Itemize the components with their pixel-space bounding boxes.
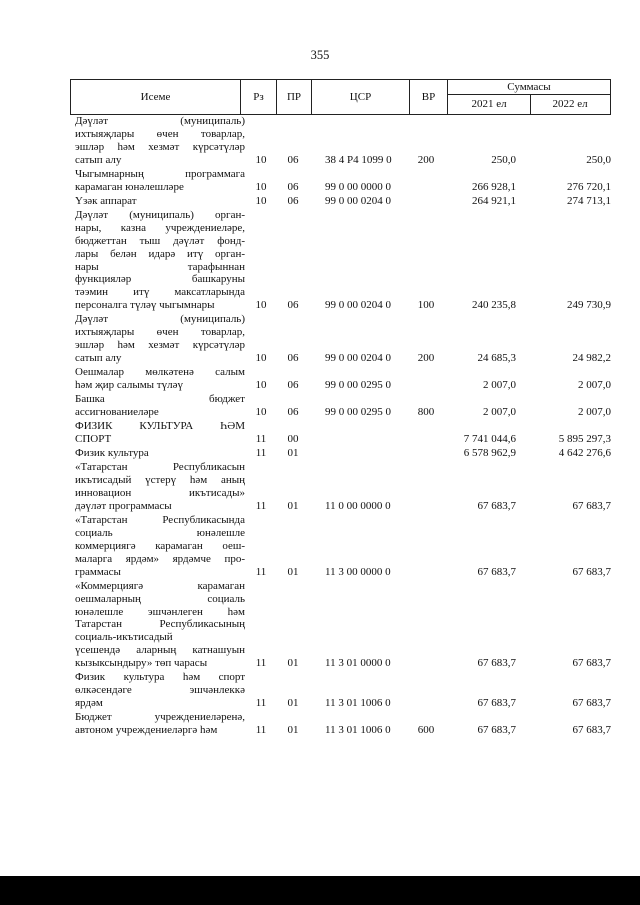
row-name-line: Чыгымнарның программага [75, 167, 245, 180]
row-csr: 99 0 00 0295 0 [325, 405, 391, 418]
page-number: 355 [310, 48, 330, 62]
row-name-line: функцияләр башкаруны [75, 273, 245, 286]
table-row [0, 461, 640, 513]
row-rz: 11 [255, 446, 267, 459]
row-name [75, 168, 245, 194]
row-vr: 800 [417, 405, 435, 418]
row-sum-2021: 67 683,7 [477, 565, 516, 578]
row-name-line: Татарстан Республикасының [75, 618, 245, 631]
table-row [0, 115, 640, 167]
row-csr: 99 0 00 0000 0 [325, 180, 391, 193]
row-name-line: маларга ярдәм» ярдәмче про- [75, 552, 245, 565]
row-vr: 600 [417, 723, 435, 736]
row-name-line: коммерциягә карамаган оеш- [75, 539, 245, 552]
row-name [75, 115, 245, 167]
row-rz: 11 [255, 696, 267, 709]
row-rz: 11 [255, 565, 267, 578]
header-sum: Суммасы [448, 80, 610, 95]
row-csr: 11 3 01 0000 0 [325, 656, 391, 669]
row-name-line: нары тарафыннан [75, 260, 245, 273]
row-vr: 200 [417, 351, 435, 364]
header-year-2021: 2021 ел [448, 95, 531, 114]
row-sum-2021: 67 683,7 [477, 499, 516, 512]
row-sum-2021: 67 683,7 [477, 723, 516, 736]
row-name-line: өлкәсендәге эшчәнлеккә [75, 684, 245, 697]
row-rz: 11 [255, 432, 267, 445]
row-name-line: ярдәм [75, 697, 103, 709]
row-csr: 99 0 00 0204 0 [325, 351, 391, 364]
row-csr: 11 3 01 1006 0 [325, 696, 391, 709]
row-name-line: социаль-икътисадый [75, 631, 173, 644]
row-name-line: «Татарстан Республикасын [75, 461, 245, 474]
row-sum-2022: 250,0 [586, 153, 611, 166]
row-name [75, 514, 245, 579]
table-row [0, 366, 640, 392]
row-name-line: «Коммерциягә карамаган [75, 579, 245, 592]
row-name [75, 209, 245, 312]
row-name-line: эшләр һәм хезмәт күрсәтүләр [75, 339, 245, 352]
row-rz: 10 [255, 351, 267, 364]
row-pr: 06 [287, 194, 299, 207]
row-name-line: персоналга түләү чыгымнары [75, 299, 215, 312]
table-row [0, 393, 640, 419]
row-name-line: Дәүләт (муниципаль) орган- [75, 208, 245, 221]
row-sum-2021: 67 683,7 [477, 696, 516, 709]
row-pr: 06 [287, 378, 299, 391]
table-header [70, 79, 611, 115]
row-pr: 06 [287, 180, 299, 193]
row-name-line: юнәлешле эшчәнлеген һәм [75, 605, 245, 618]
table-row [0, 671, 640, 710]
row-name-line: Үзәк аппарат [75, 194, 137, 207]
row-name-line: ихтыяҗлары өчен товарлар, [75, 326, 245, 339]
table-row [0, 313, 640, 365]
row-sum-2021: 67 683,7 [477, 656, 516, 669]
row-sum-2022: 249 730,9 [567, 299, 611, 312]
row-rz: 10 [255, 405, 267, 418]
row-rz: 10 [255, 180, 267, 193]
row-name-line: сатып алу [75, 153, 122, 166]
table-row [0, 209, 640, 312]
row-name-line: эшләр һәм хезмәт күрсәтүләр [75, 140, 245, 153]
row-csr: 99 0 00 0204 0 [325, 194, 391, 207]
row-name-line: Дәүләт (муниципаль) [75, 115, 245, 127]
row-pr: 01 [287, 565, 299, 578]
row-name [75, 313, 245, 365]
row-sum-2022: 67 683,7 [572, 565, 611, 578]
row-name [75, 366, 245, 392]
row-name-line: социаль юнәлешле [75, 526, 245, 539]
row-name [75, 447, 245, 460]
row-name-line: Физик культура һәм спорт [75, 671, 245, 684]
row-sum-2022: 274 713,1 [567, 194, 611, 207]
row-sum-2022: 5 895 297,3 [558, 432, 611, 445]
row-sum-2022: 4 642 276,6 [558, 446, 611, 459]
row-name-line: ФИЗИК КУЛЬТУРА ҺӘМ [75, 420, 245, 433]
row-sum-2021: 6 578 962,9 [463, 446, 516, 459]
header-vr: ВР [410, 80, 448, 114]
row-name-line: «Татарстан Республикасында [75, 514, 245, 526]
header-year-2022: 2022 ел [552, 98, 588, 110]
row-csr: 11 3 01 1006 0 [325, 723, 391, 736]
row-sum-2022: 2 007,0 [578, 405, 611, 418]
row-name-line: ассигнованиеләре [75, 406, 159, 418]
row-pr: 06 [287, 299, 299, 312]
row-name-line: ихтыяҗлары өчен товарлар, [75, 127, 245, 140]
row-sum-2021: 2 007,0 [483, 405, 516, 418]
row-rz: 10 [255, 153, 267, 166]
row-name [75, 393, 245, 419]
table-row [0, 420, 640, 446]
row-pr: 00 [287, 432, 299, 445]
row-pr: 06 [287, 351, 299, 364]
row-name-line: үсешендә аларның катнашуын [75, 644, 245, 657]
row-name-line: Оешмалар мөлкәтенә салым [75, 366, 245, 379]
row-sum-2021: 250,0 [491, 153, 516, 166]
header-rz: Рз [241, 80, 277, 114]
row-name-line: һәм җир салымы түләү [75, 379, 183, 391]
row-pr: 06 [287, 405, 299, 418]
row-csr: 11 0 00 0000 0 [325, 499, 391, 512]
scan-border [0, 876, 640, 905]
row-pr: 01 [287, 696, 299, 709]
row-csr: 99 0 00 0295 0 [325, 378, 391, 391]
row-name-line: нары, казна учреждениеләре, [75, 221, 245, 234]
row-pr: 01 [287, 446, 299, 459]
row-name-line: СПОРТ [75, 433, 112, 445]
row-name [75, 461, 245, 513]
row-sum-2021: 240 235,8 [472, 299, 516, 312]
row-rz: 10 [255, 378, 267, 391]
row-name-line: дәүләт программасы [75, 499, 172, 512]
row-name-line: Дәүләт (муниципаль) [75, 313, 245, 326]
header-pr: ПР [277, 80, 312, 114]
row-sum-2022: 67 683,7 [572, 499, 611, 512]
row-pr: 01 [287, 499, 299, 512]
row-name [75, 420, 245, 446]
table-row [0, 447, 640, 460]
row-csr: 38 4 Р4 1099 0 [325, 153, 392, 166]
row-name-line: автоном учреждениеләргә һәм [75, 724, 218, 736]
row-name-line: лары белән идарә итү орган- [75, 247, 245, 260]
row-sum-2022: 276 720,1 [567, 180, 611, 193]
row-pr: 01 [287, 723, 299, 736]
row-name-line: сатып алу [75, 352, 122, 365]
row-rz: 10 [255, 194, 267, 207]
row-name-line: тәэмин итү максатларында [75, 286, 245, 299]
row-name-line: граммасы [75, 565, 121, 578]
row-vr: 200 [417, 153, 435, 166]
row-name-line: карамаган юнәлешләре [75, 180, 184, 193]
row-sum-2021: 266 928,1 [472, 180, 516, 193]
row-csr: 11 3 00 0000 0 [325, 565, 391, 578]
row-sum-2022: 2 007,0 [578, 378, 611, 391]
row-name-line: инновацион икътисады» [75, 487, 245, 499]
row-sum-2021: 2 007,0 [483, 378, 516, 391]
table-row [0, 195, 640, 208]
row-rz: 11 [255, 723, 267, 736]
table-row [0, 168, 640, 194]
row-name-line: оешмаларның социаль [75, 592, 245, 605]
row-sum-2021: 24 685,3 [477, 351, 516, 364]
row-pr: 06 [287, 153, 299, 166]
row-rz: 11 [255, 656, 267, 669]
row-name-line: Бюджет учреждениеләренә, [75, 711, 245, 724]
row-name-line: икътисадый үстерү һәм аның [75, 474, 245, 487]
row-sum-2022: 67 683,7 [572, 723, 611, 736]
row-rz: 10 [255, 299, 267, 312]
header-csr: ЦСР [312, 80, 410, 114]
table-row [0, 711, 640, 737]
row-name [75, 580, 245, 670]
row-csr: 99 0 00 0204 0 [325, 299, 391, 312]
row-name [75, 711, 245, 737]
row-pr: 01 [287, 656, 299, 669]
header-name: Исеме [71, 80, 241, 114]
row-name-line: Физик культура [75, 447, 149, 460]
row-sum-2022: 67 683,7 [572, 696, 611, 709]
row-name [75, 195, 245, 208]
row-sum-2022: 24 982,2 [572, 351, 611, 364]
row-name-line: Башка бюджет [75, 393, 245, 406]
row-rz: 11 [255, 499, 267, 512]
row-name-line: кызыксындыру» төп чарасы [75, 657, 208, 670]
row-vr: 100 [417, 299, 435, 312]
table-row [0, 580, 640, 670]
row-sum-2021: 7 741 044,6 [463, 432, 516, 445]
row-sum-2022: 67 683,7 [572, 656, 611, 669]
row-sum-2021: 264 921,1 [472, 194, 516, 207]
table-row [0, 514, 640, 579]
row-name [75, 671, 245, 710]
row-name-line: бюджеттан тыш дәүләт фонд- [75, 234, 245, 247]
